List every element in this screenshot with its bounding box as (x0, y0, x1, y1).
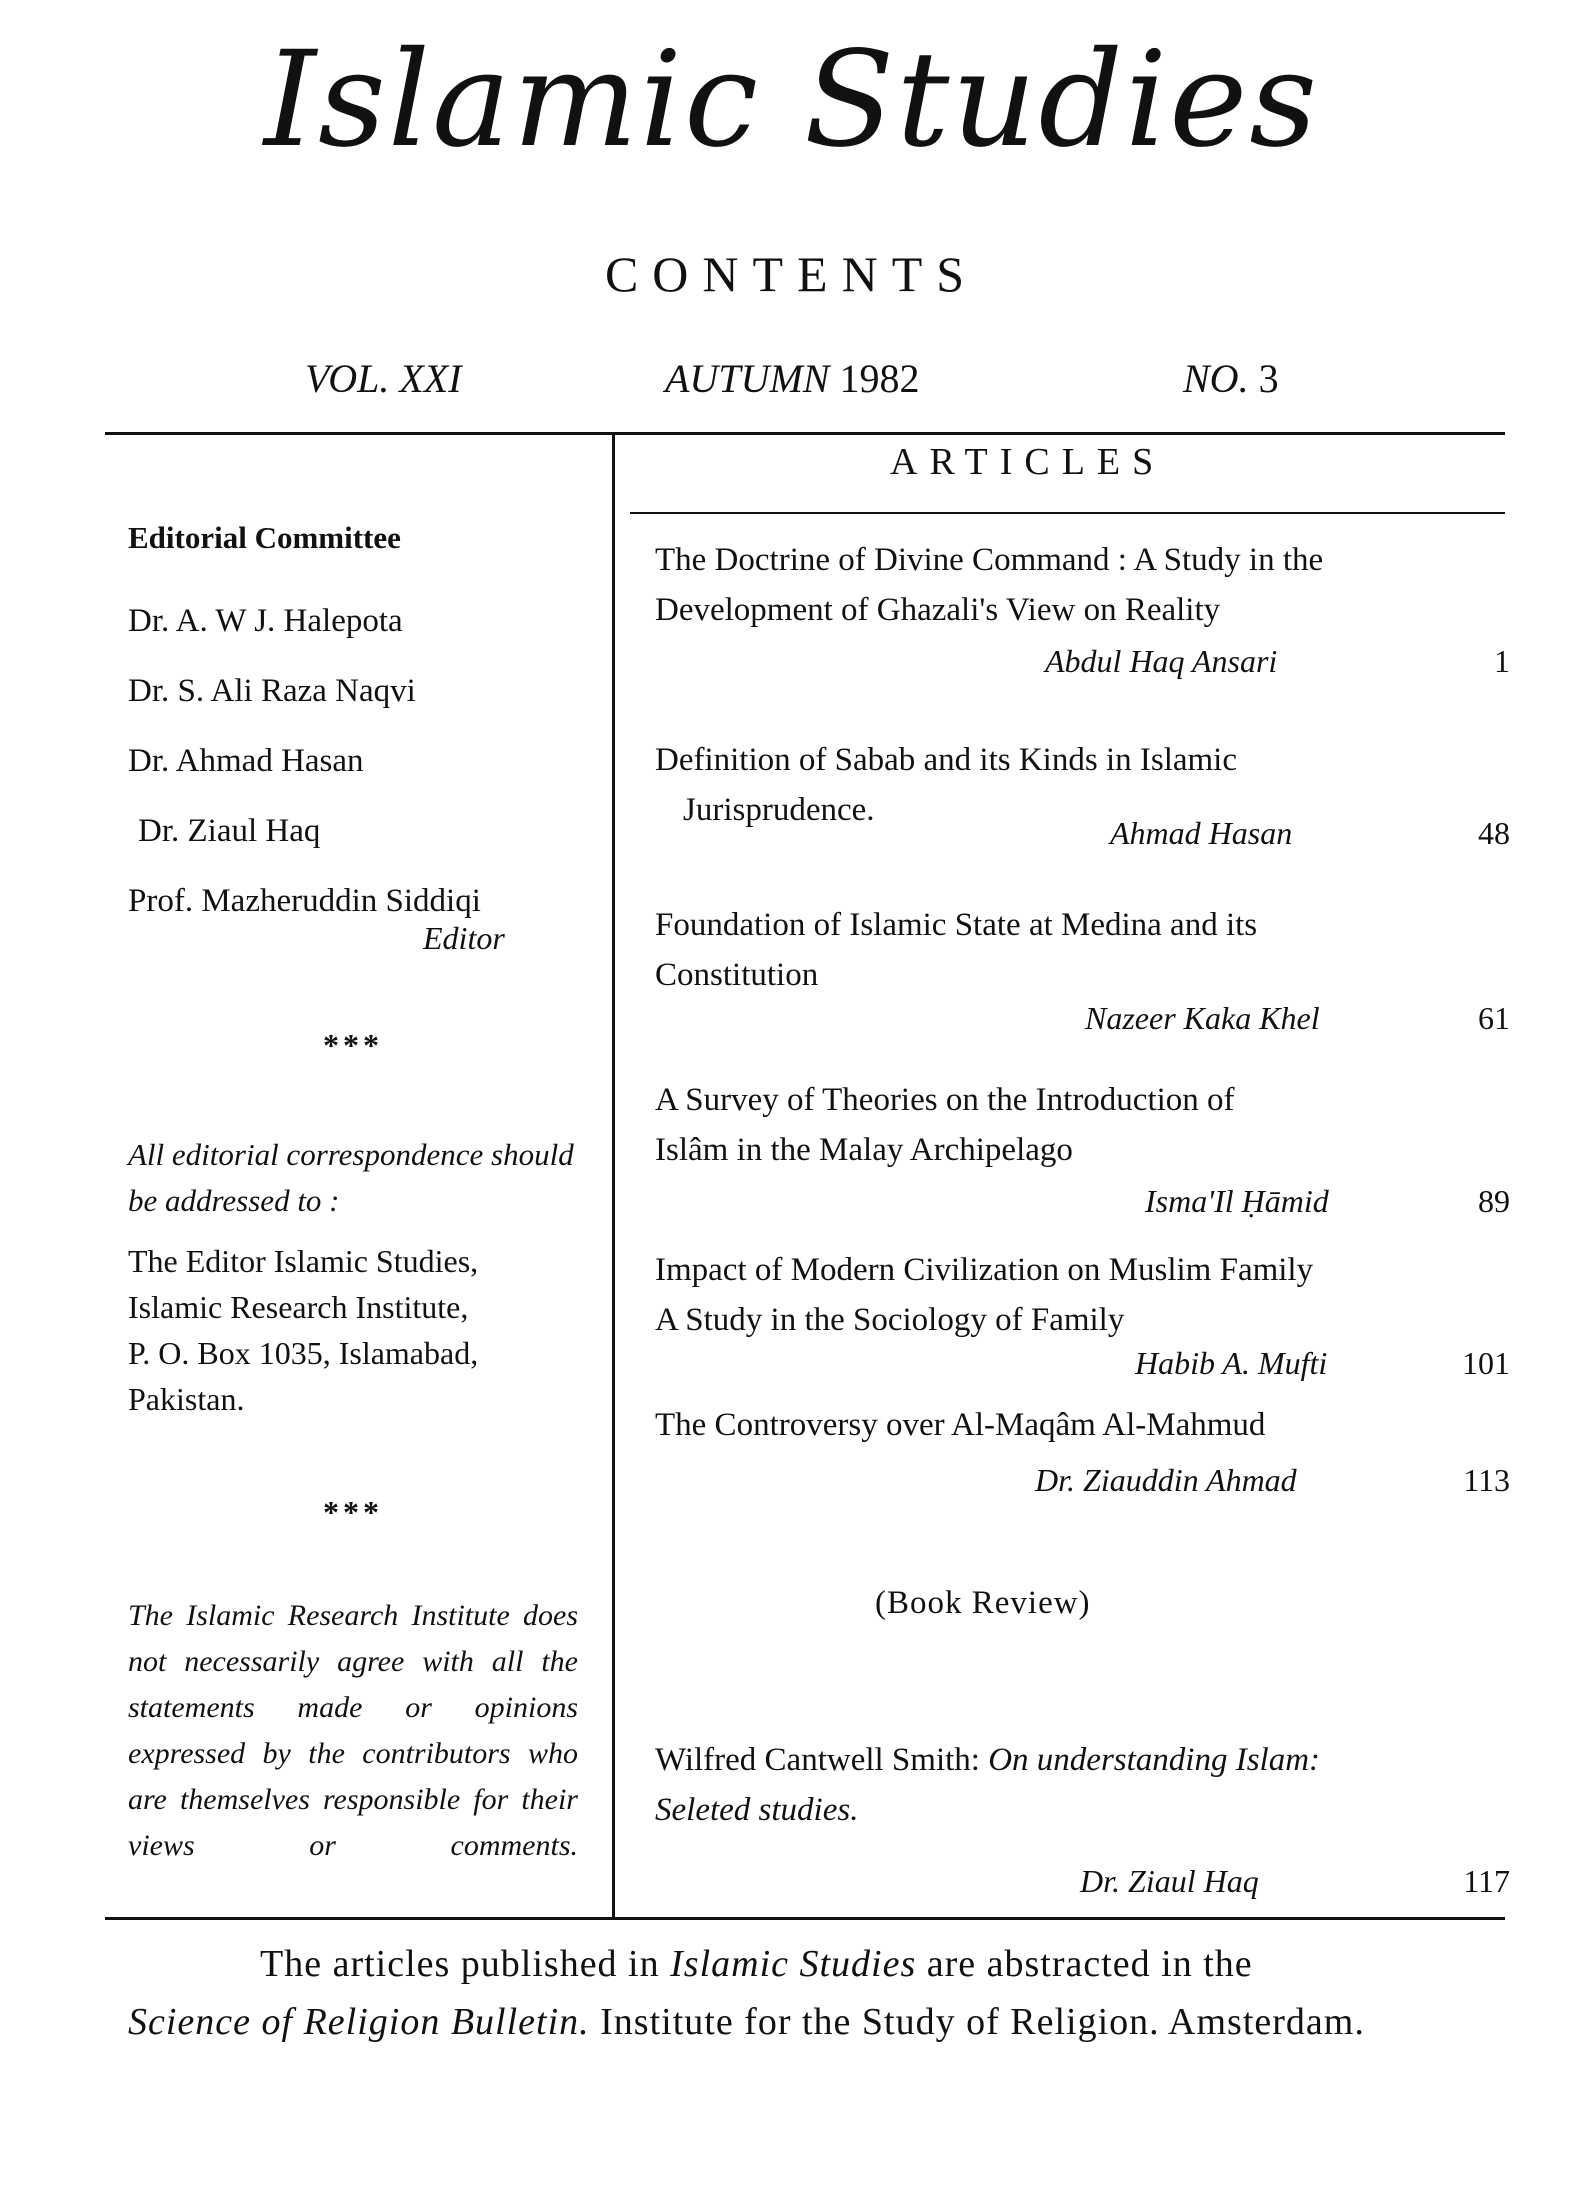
committee-member: Dr. S. Ali Raza Naqvi (128, 673, 416, 709)
season-text: AUTUMN (665, 356, 830, 401)
book-title-part: On understanding Islam: (988, 1742, 1321, 1778)
separator-stars: *** (323, 1494, 383, 1530)
article-page: 61 (1478, 1000, 1510, 1036)
volume-label (305, 355, 462, 402)
book-author: Wilfred Cantwell Smith: (655, 1742, 980, 1778)
year-text: 1982 (839, 356, 920, 401)
article-page: 101 (1462, 1345, 1510, 1381)
articles-rule (630, 512, 1505, 514)
book-review-page: 117 (1463, 1863, 1510, 1899)
abstract-note (128, 1935, 1498, 2051)
separator-stars: *** (323, 1027, 383, 1063)
article-title-line: Definition of Sabab and its Kinds in Islamic (655, 742, 1237, 778)
article-author: Ahmad Hasan (1110, 815, 1293, 851)
footer-text: Institute for the Study of Religion. Amsterdam. (600, 2001, 1365, 2043)
article-entry (655, 1245, 1510, 1395)
article-author: Isma'Il Ḥāmid (1145, 1183, 1329, 1219)
article-title-line: Constitution (655, 957, 819, 993)
editorial-heading: Editorial Committee (128, 520, 401, 555)
committee-member: Dr. Ahmad Hasan (128, 743, 364, 779)
issue-date (665, 355, 919, 402)
article-page: 89 (1478, 1183, 1510, 1219)
committee-member: Dr. Ziaul Haq (138, 813, 321, 849)
address-line: Pakistan. (128, 1381, 245, 1417)
book-reviewer: Dr. Ziaul Haq (1080, 1863, 1259, 1899)
article-page: 1 (1494, 643, 1510, 679)
article-page: 113 (1463, 1462, 1510, 1498)
footer-rule (105, 1917, 1505, 1920)
article-author: Abdul Haq Ansari (1045, 643, 1278, 679)
address-line: P. O. Box 1035, Islamabad, (128, 1335, 479, 1371)
article-title-line: A Survey of Theories on the Introduction of (655, 1082, 1235, 1118)
footer-bulletin-name: Science of Religion Bulletin. (128, 2001, 590, 2043)
book-review-heading: (Book Review) (875, 1585, 1091, 1621)
article-entry (655, 1400, 1510, 1512)
book-review-line (655, 1785, 1510, 1835)
footer-text: The articles published in (260, 1943, 660, 1985)
article-author: Nazeer Kaka Khel (1085, 1000, 1320, 1036)
address-line: The Editor Islamic Studies, (128, 1243, 479, 1279)
address-line: Islamic Research Institute, (128, 1289, 469, 1325)
article-entry (655, 1075, 1510, 1233)
editorial-column (128, 520, 578, 1869)
journal-title: Islamic Studies (263, 23, 1320, 177)
number-label: NO. (1183, 356, 1249, 401)
article-title-line: Development of Ghazali's View on Reality (655, 592, 1221, 628)
article-title-line: A Study in the Sociology of Family (655, 1302, 1125, 1338)
article-page: 48 (1478, 815, 1510, 851)
header-rule (105, 432, 1505, 435)
committee-member: Prof. Mazheruddin Siddiqi (128, 883, 481, 919)
volume-text: VOL. XXI (305, 356, 462, 401)
contents-heading: CONTENTS (604, 246, 979, 302)
article-title-line: The Doctrine of Divine Command : A Study in the (655, 542, 1324, 578)
editor-label: Editor (423, 920, 505, 956)
number-value: 3 (1258, 356, 1279, 401)
article-entry (655, 535, 1510, 693)
postal-address (128, 1238, 578, 1422)
disclaimer-text: The Islamic Research Institute does not necessarily agree with all the statements made or opinions expressed by the contributors who are themselves responsible for their views or comments. (128, 1599, 578, 1862)
issue-number (1183, 355, 1279, 402)
footer-text: are abstracted in the (926, 1943, 1253, 1985)
article-entry (655, 735, 1510, 865)
article-entry (655, 900, 1510, 1050)
footer-journal-name: Islamic Studies (670, 1943, 917, 1985)
correspondence-note: All editorial correspondence should be addressed to : (128, 1137, 574, 1218)
article-author: Dr. Ziauddin Ahmad (1035, 1462, 1297, 1498)
book-review-entry (655, 1735, 1510, 1913)
book-review-line (655, 1735, 1510, 1785)
article-title-line: Islâm in the Malay Archipelago (655, 1132, 1073, 1168)
article-title-line: Impact of Modern Civilization on Muslim Family (655, 1252, 1314, 1288)
column-divider (612, 434, 615, 1917)
article-title-line: The Controversy over Al-Maqâm Al-Mahmud (655, 1407, 1266, 1443)
article-title-line: Jurisprudence. (683, 792, 875, 828)
article-author: Habib A. Mufti (1135, 1345, 1328, 1381)
articles-heading: ARTICLES (890, 441, 1166, 483)
book-title-part: Seleted studies. (655, 1792, 859, 1828)
committee-member: Dr. A. W J. Halepota (128, 603, 403, 639)
article-title-line: Foundation of Islamic State at Medina and its (655, 907, 1258, 943)
